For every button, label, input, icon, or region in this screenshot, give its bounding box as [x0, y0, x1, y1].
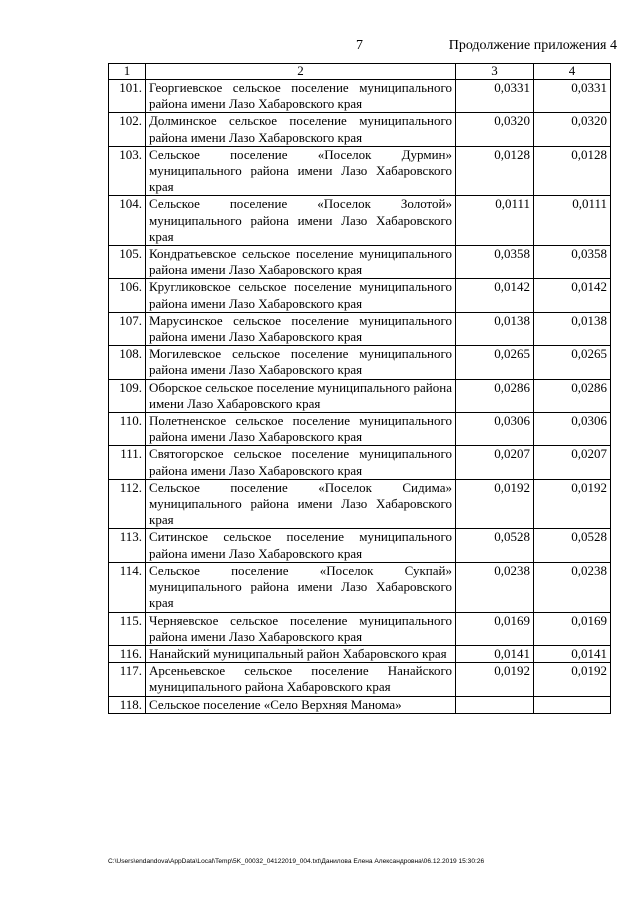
value-column-3: 0,0192 [456, 479, 534, 529]
value-column-3: 0,0320 [456, 113, 534, 146]
table-row [109, 663, 611, 696]
municipality-name: Георгиевское сельское поселение муниципального района имени Лазо Хабаровского края [146, 80, 456, 113]
row-number: 111. [109, 446, 146, 479]
municipality-name: Нанайский муниципальный район Хабаровского края [146, 645, 456, 662]
value-column-4: 0,0111 [534, 196, 611, 246]
row-number: 108. [109, 346, 146, 379]
row-number: 101. [109, 80, 146, 113]
value-column-4: 0,0138 [534, 312, 611, 345]
value-column-3: 0,0207 [456, 446, 534, 479]
value-column-3: 0,0358 [456, 246, 534, 279]
table-row [109, 479, 611, 529]
municipality-name: Долминское сельское поселение муниципального района имени Лазо Хабаровского края [146, 113, 456, 146]
value-column-4: 0,0238 [534, 562, 611, 612]
column-header-4: 4 [534, 64, 611, 80]
table-row [109, 312, 611, 345]
row-number: 118. [109, 696, 146, 713]
municipality-name: Арсеньевское сельское поселение Нанайского муниципального района Хабаровского края [146, 663, 456, 696]
row-number: 114. [109, 562, 146, 612]
value-column-4: 0,0142 [534, 279, 611, 312]
row-number: 115. [109, 612, 146, 645]
value-column-3: 0,0192 [456, 663, 534, 696]
value-column-4: 0,0286 [534, 379, 611, 412]
table-row [109, 279, 611, 312]
table-row [109, 80, 611, 113]
value-column-3: 0,0138 [456, 312, 534, 345]
row-number: 105. [109, 246, 146, 279]
municipality-name: Черняевское сельское поселение муниципального района имени Лазо Хабаровского края [146, 612, 456, 645]
value-column-4: 0,0128 [534, 146, 611, 196]
table-row [109, 562, 611, 612]
value-column-4: 0,0141 [534, 645, 611, 662]
value-column-4: 0,0331 [534, 80, 611, 113]
table-row [109, 113, 611, 146]
table-row [109, 696, 611, 713]
municipality-name: Святогорское сельское поселение муниципального района имени Лазо Хабаровского края [146, 446, 456, 479]
value-column-4: 0,0207 [534, 446, 611, 479]
municipality-name: Полетненское сельское поселение муниципального района имени Лазо Хабаровского края [146, 413, 456, 446]
row-number: 104. [109, 196, 146, 246]
table-header-row [109, 64, 611, 80]
column-header-1: 1 [109, 64, 146, 80]
column-header-3: 3 [456, 64, 534, 80]
row-number: 110. [109, 413, 146, 446]
value-column-3: 0,0286 [456, 379, 534, 412]
file-path-footer: C:\Users\endandova\AppData\Local\Temp\5K_00032_04122019_004.txt\Данилова Елена Александровна\06.12.2019 15:30:26 [108, 858, 485, 865]
value-column-3: 0,0331 [456, 80, 534, 113]
value-column-4: 0,0265 [534, 346, 611, 379]
row-number: 106. [109, 279, 146, 312]
table-row [109, 246, 611, 279]
municipality-name: Ситинское сельское поселение муниципального района имени Лазо Хабаровского края [146, 529, 456, 562]
value-column-3: 0,0141 [456, 645, 534, 662]
municipality-name: Могилевское сельское поселение муниципального района имени Лазо Хабаровского края [146, 346, 456, 379]
table-row [109, 612, 611, 645]
value-column-4: 0,0320 [534, 113, 611, 146]
municipality-name: Кондратьевское сельское поселение муниципального района имени Лазо Хабаровского края [146, 246, 456, 279]
table-row [109, 196, 611, 246]
value-column-4: 0,0192 [534, 479, 611, 529]
row-number: 116. [109, 645, 146, 662]
municipality-name: Марусинское сельское поселение муниципального района имени Лазо Хабаровского края [146, 312, 456, 345]
row-number: 102. [109, 113, 146, 146]
value-column-3 [456, 696, 534, 713]
value-column-3: 0,0306 [456, 413, 534, 446]
allocation-table [108, 63, 611, 714]
value-column-3: 0,0169 [456, 612, 534, 645]
value-column-3: 0,0111 [456, 196, 534, 246]
municipality-name: Сельское поселение «Поселок Дурмин» муниципального района имени Лазо Хабаровского края [146, 146, 456, 196]
value-column-4: 0,0358 [534, 246, 611, 279]
municipality-name: Сельское поселение «Поселок Сидима» муниципального района имени Лазо Хабаровского края [146, 479, 456, 529]
value-column-4: 0,0306 [534, 413, 611, 446]
value-column-4 [534, 696, 611, 713]
value-column-4: 0,0192 [534, 663, 611, 696]
municipality-name: Кругликовское сельское поселение муниципального района имени Лазо Хабаровского края [146, 279, 456, 312]
column-header-2: 2 [146, 64, 456, 80]
table-row [109, 645, 611, 662]
municipality-name: Сельское поселение «Село Верхняя Манома» [146, 696, 456, 713]
row-number: 103. [109, 146, 146, 196]
value-column-4: 0,0169 [534, 612, 611, 645]
value-column-3: 0,0238 [456, 562, 534, 612]
row-number: 112. [109, 479, 146, 529]
value-column-3: 0,0528 [456, 529, 534, 562]
municipality-name: Сельское поселение «Поселок Золотой» муниципального района имени Лазо Хабаровского края [146, 196, 456, 246]
value-column-4: 0,0528 [534, 529, 611, 562]
table-row [109, 346, 611, 379]
table-row [109, 379, 611, 412]
table-row [109, 529, 611, 562]
value-column-3: 0,0142 [456, 279, 534, 312]
table-row [109, 413, 611, 446]
municipality-name: Оборское сельское поселение муниципального района имени Лазо Хабаровского края [146, 379, 456, 412]
row-number: 109. [109, 379, 146, 412]
table-row [109, 446, 611, 479]
municipality-name: Сельское поселение «Поселок Сукпай» муниципального района имени Лазо Хабаровского края [146, 562, 456, 612]
value-column-3: 0,0265 [456, 346, 534, 379]
row-number: 117. [109, 663, 146, 696]
value-column-3: 0,0128 [456, 146, 534, 196]
row-number: 107. [109, 312, 146, 345]
row-number: 113. [109, 529, 146, 562]
appendix-continuation-label: Продолжение приложения 4 [448, 38, 617, 53]
table-row [109, 146, 611, 196]
page-number: 7 [356, 38, 363, 53]
